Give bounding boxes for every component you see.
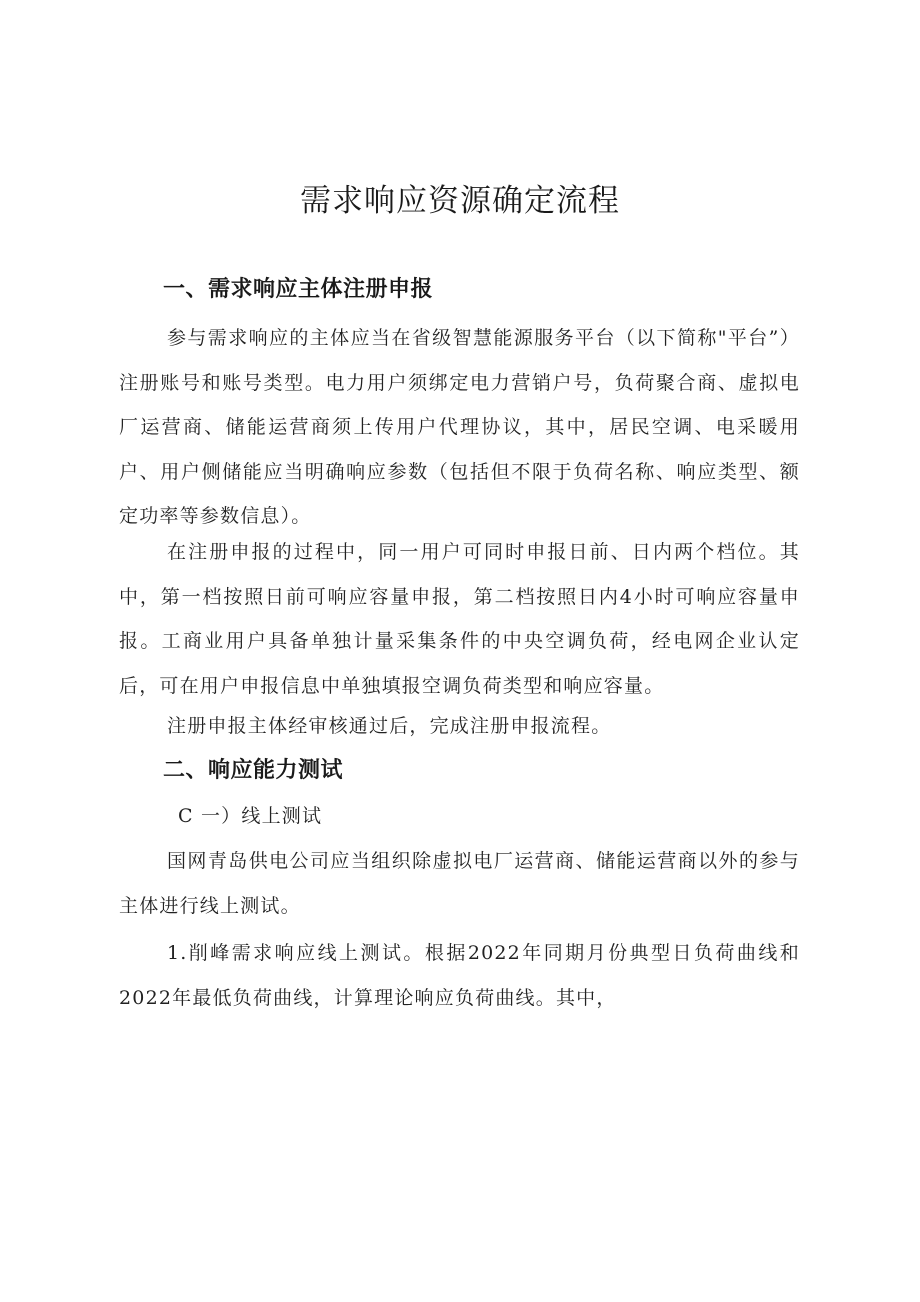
paragraph-registration-complete: 注册申报主体经审核通过后，完成注册申报流程。 bbox=[167, 715, 612, 737]
paragraph-declaration-process: 在注册申报的过程中，同一用户可同时申报日前、日内两个档位。其中，第一档按照日前可响应容量申报，第二档按照日内4小时可响应容量申报。工商业用户具备单独计量采集条件的中央空调负荷，经电网企业认定后，可在用户申报信息中单独填报空调负荷类型和响应容量。 bbox=[119, 541, 800, 697]
section-heading-capability-test: 二、响应能力测试 bbox=[163, 758, 344, 783]
section-heading-registration: 一、需求响应主体注册申报 bbox=[163, 277, 434, 302]
document-title: 需求响应资源确定流程 bbox=[300, 183, 620, 219]
paragraph-peak-shaving-test: 1.削峰需求响应线上测试。根据2022年同期月份典型日负荷曲线和2022年最低负荷曲线，计算理论响应负荷曲线。其中， bbox=[119, 942, 800, 1009]
paragraph-registration-requirements: 参与需求响应的主体应当在省级智慧能源服务平台（以下简称"平台”）注册账号和账号类型。电力用户须绑定电力营销户号，负荷聚合商、虚拟电厂运营商、储能运营商须上传用户代理协议，其中，居民空调、电采暖用户、用户侧储能应当明确响应参数（包括但不限于负荷名称、响应类型、额定功率等参数信息）。 bbox=[119, 327, 800, 527]
subsection-online-test: C 一）线上测试 bbox=[178, 805, 323, 827]
paragraph-online-test-scope: 国网青岛供电公司应当组织除虚拟电厂运营商、储能运营商以外的参与主体进行线上测试。 bbox=[119, 850, 800, 917]
